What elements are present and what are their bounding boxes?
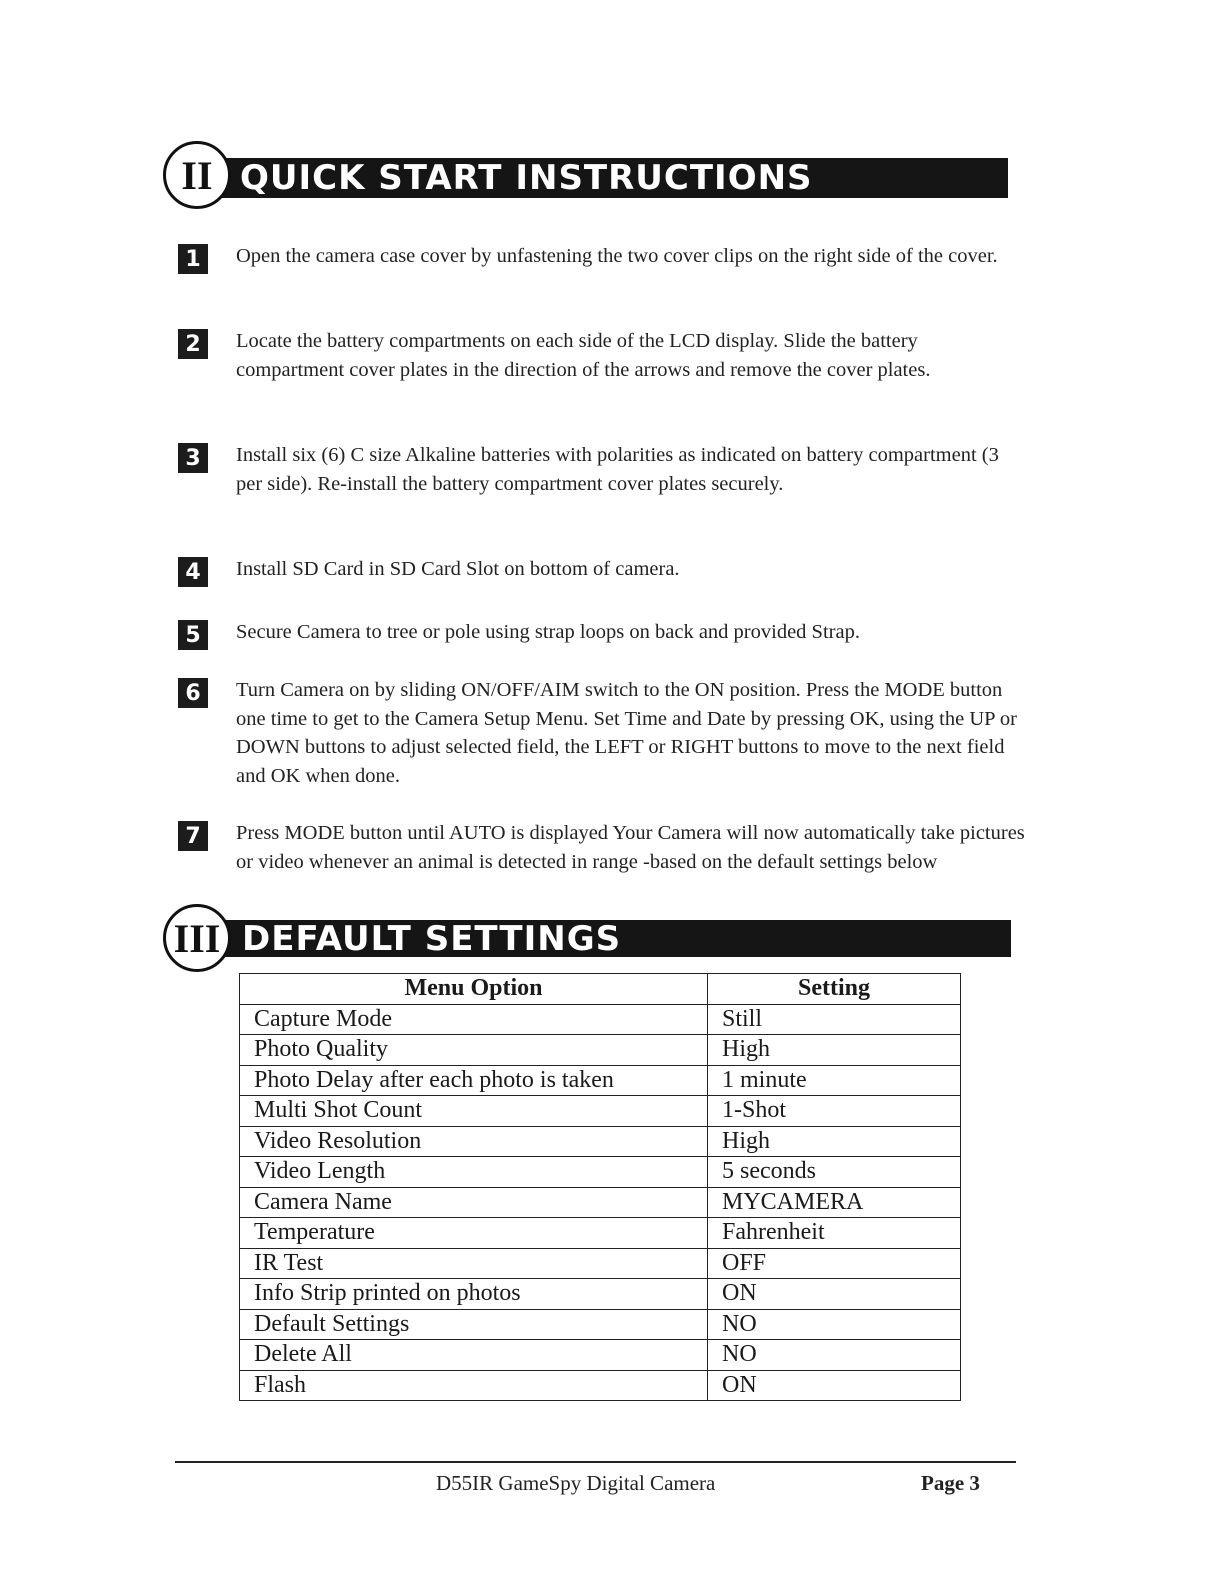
table-header-row [240, 974, 961, 1005]
setting-cell: ON [708, 1279, 961, 1310]
menu-option-cell: Flash [240, 1370, 708, 1401]
setting-cell: NO [708, 1340, 961, 1371]
step-text: Install SD Card in SD Card Slot on bottom of camera. [236, 558, 680, 580]
table-row [240, 1309, 961, 1340]
menu-option-cell: Default Settings [240, 1309, 708, 1340]
step-number-badge: 6 [178, 678, 208, 708]
setting-cell: OFF [708, 1248, 961, 1279]
table-row [240, 1065, 961, 1096]
menu-option-cell: Video Resolution [240, 1126, 708, 1157]
table-row [240, 1004, 961, 1035]
step-number-badge: 5 [178, 620, 208, 650]
section-title-bar [212, 920, 1011, 957]
setting-cell: Still [708, 1004, 961, 1035]
column-header-setting: Setting [708, 974, 961, 1005]
footer-page-number: Page 3 [921, 1471, 980, 1495]
menu-option-cell: Photo Quality [240, 1035, 708, 1066]
step-number-badge: 2 [178, 329, 208, 359]
step-text: Secure Camera to tree or pole using strap loops on back and provided Strap. [236, 621, 860, 643]
setting-cell: NO [708, 1309, 961, 1340]
setting-cell: 1 minute [708, 1065, 961, 1096]
setting-cell: 5 seconds [708, 1157, 961, 1188]
menu-option-cell: Video Length [240, 1157, 708, 1188]
setting-cell: ON [708, 1370, 961, 1401]
menu-option-cell: Temperature [240, 1218, 708, 1249]
table-row [240, 1157, 961, 1188]
table-row [240, 1279, 961, 1310]
step-text: Open the camera case cover by unfastening the two cover clips on the right side of the cover. [236, 245, 998, 267]
section-numeral: III [173, 915, 221, 961]
table-row [240, 1187, 961, 1218]
section-title: DEFAULT SETTINGS [242, 918, 622, 959]
setting-cell: 1-Shot [708, 1096, 961, 1127]
step-number-badge: 7 [178, 821, 208, 851]
step-text: Install six (6) C size Alkaline batteries with polarities as indicated on battery compartment (3 per side). Re-install the battery compartment cover plates securely. [236, 444, 999, 495]
menu-option-cell: IR Test [240, 1248, 708, 1279]
menu-option-cell: Camera Name [240, 1187, 708, 1218]
section-title: QUICK START INSTRUCTIONS [240, 158, 813, 198]
column-header-menu-option: Menu Option [240, 974, 708, 1005]
step-text: Locate the battery compartments on each side of the LCD display. Slide the battery compartment cover plates in the direction of the arrows and remove the cover plates. [236, 330, 931, 381]
footer-divider [175, 1461, 1016, 1463]
table-row [240, 1218, 961, 1249]
step-number-badge: 3 [178, 443, 208, 473]
menu-option-cell: Photo Delay after each photo is taken [240, 1065, 708, 1096]
table-row [240, 1370, 961, 1401]
section-numeral-badge [163, 904, 231, 972]
section-numeral: II [181, 152, 213, 198]
menu-option-cell: Capture Mode [240, 1004, 708, 1035]
setting-cell: High [708, 1035, 961, 1066]
default-settings-table [239, 973, 961, 1401]
step-number-badge: 4 [178, 557, 208, 587]
footer-document-title: D55IR GameSpy Digital Camera [436, 1471, 716, 1495]
setting-cell: MYCAMERA [708, 1187, 961, 1218]
section-numeral-badge [163, 141, 231, 209]
menu-option-cell: Info Strip printed on photos [240, 1279, 708, 1310]
step-number-badge: 1 [178, 244, 208, 274]
table-row [240, 1126, 961, 1157]
menu-option-cell: Multi Shot Count [240, 1096, 708, 1127]
step-text: Turn Camera on by sliding ON/OFF/AIM switch to the ON position. Press the MODE button one time to get to the Camera Setup Menu. Set Time and Date by pressing OK, using the UP or DOWN buttons to adjust selected field, the LEFT or RIGHT buttons to move to the next field and OK when done. [236, 679, 1017, 787]
menu-option-cell: Delete All [240, 1340, 708, 1371]
step-text: Press MODE button until AUTO is displayed Your Camera will now automatically take pictures or video whenever an animal is detected in range -based on the default settings below [236, 822, 1025, 873]
table-row [240, 1035, 961, 1066]
table-row [240, 1096, 961, 1127]
setting-cell: High [708, 1126, 961, 1157]
table-row [240, 1340, 961, 1371]
setting-cell: Fahrenheit [708, 1218, 961, 1249]
table-row [240, 1248, 961, 1279]
section-title-bar [210, 158, 1008, 198]
